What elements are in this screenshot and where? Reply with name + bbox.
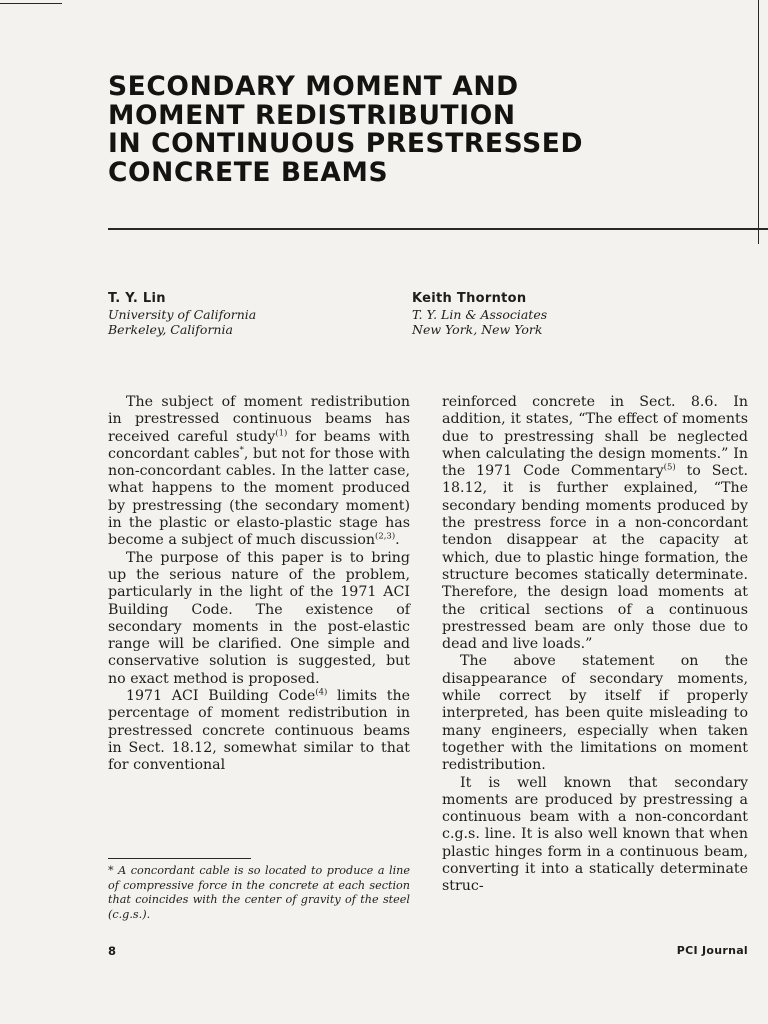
citation-ref: (4) — [315, 687, 328, 698]
body-paragraph: The above statement on the disappearance of secondary moments, while correct by itself if properly interpreted, has been quite misleading to many engineers, especially when taken together with the limitations on moment redistribution. — [442, 653, 748, 774]
journal-name: PCI Journal — [676, 944, 748, 957]
author-block-thornton — [412, 291, 547, 337]
title-line-1: SECONDARY MOMENT AND — [108, 71, 519, 102]
body-paragraph-continued: reinforced concrete in Sect. 8.6. In addition, it states, “The effect of moments due to prestressing shall be neglected when calculating the design moments.” In the 1971 Code Commentary$^{(5)}$ to Sect. 18.12, it is further explained, “The secondary bending moments produced by the prestress force in a non-concordant tendon disappear at the capacity at which, due to plastic hinge formation, the structure becomes statically determinate. Therefore, the design load moments at the critical sections of a continuous prestressed beam are only those due to dead and live loads.” — [442, 394, 748, 653]
citation-ref: (5) — [663, 462, 676, 473]
title-line-2: MOMENT REDISTRIBUTION — [108, 99, 516, 131]
citation-ref: (1) — [275, 427, 288, 438]
footnote-divider — [108, 858, 251, 859]
footnote-marker: * — [239, 445, 244, 456]
body-paragraph: The subject of moment redistribution in prestressed continuous beams has received careful study$^{(1)}$ for beams with concordant cables*, but not for those with non-concordant cables. In the latter case, what happens to the moment produced by prestressing (the secondary moment) in the plastic or elasto-plastic stage has become a subject of much discussion$^{(2,3)}$. — [108, 394, 411, 549]
author-affiliation: T. Y. Lin & Associates — [412, 307, 548, 322]
page-number: 8 — [108, 944, 117, 958]
body-paragraph: It is well known that secondary moments are produced by prestressing a continuous beam with a non-concordant c.g.s. line. It is also well known that when plastic hinges form in a continuous beam, converting it into a statically determinate struc- — [442, 774, 748, 895]
body-paragraph: The purpose of this paper is to bring up the serious nature of the problem, particularly in the light of the 1971 ACI Building Code. The existence of secondary moments in the post-elastic range will be clarified. One simple and conservative solution is suggested, but no exact method is proposed. — [108, 549, 410, 687]
author-name: Keith Thornton — [412, 291, 527, 306]
author-location: New York, New York — [412, 322, 543, 337]
author-name: T. Y. Lin — [108, 291, 166, 306]
author-location: Berkeley, California — [108, 322, 233, 337]
footnote: * A concordant cable is so located to produce a line of compressive force in the concrete at each section that coincides with the center of gravity of the steel (c.g.s.). — [108, 864, 410, 921]
title-divider — [108, 228, 768, 230]
title-line-3: IN CONTINUOUS PRESTRESSED — [108, 128, 584, 159]
author-block-lin — [108, 291, 256, 337]
page-edge-line — [758, 0, 759, 244]
article-title — [108, 73, 748, 187]
title-line-4: CONCRETE BEAMS — [108, 156, 389, 188]
body-column-left — [108, 394, 410, 775]
citation-ref: (2,3) — [375, 531, 396, 542]
body-paragraph: 1971 ACI Building Code$^{(4)}$ limits the percentage of moment redistribution in prestressed concrete continuous beams in Sect. 18.12, somewhat similar to that for conventional — [108, 687, 410, 774]
author-affiliation: University of California — [108, 307, 257, 322]
body-column-right — [442, 394, 748, 896]
corner-crop-mark — [0, 3, 62, 4]
